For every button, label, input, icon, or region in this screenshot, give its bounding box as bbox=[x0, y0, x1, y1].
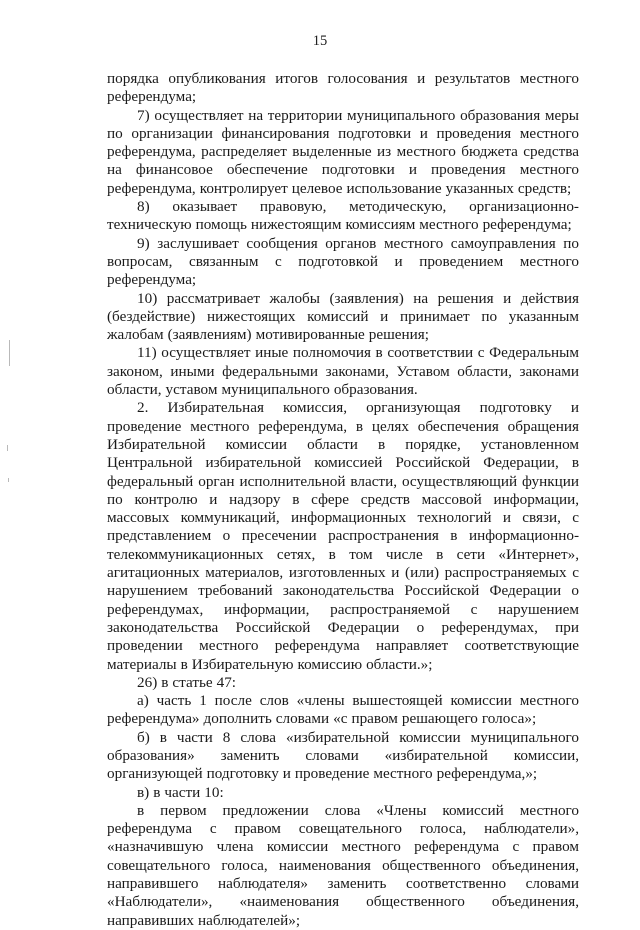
paragraph: 8) оказывает правовую, методическую, организационно-техническую помощь нижестоящим комиссиям местного референдума; bbox=[107, 198, 579, 234]
paragraph: б) в части 8 слова «избирательной комиссии муниципального образования» заменить словами «избирательной комиссии, организующей подготовку и проведение местного референдума,»; bbox=[107, 728, 579, 783]
paragraph: а) часть 1 после слов «члены вышестоящей комиссии местного референдума» дополнить словами «с правом решающего голоса»; bbox=[107, 692, 579, 728]
paragraph: в) в части 10: bbox=[137, 783, 224, 801]
document-body bbox=[107, 70, 579, 930]
page-number: 15 bbox=[312, 33, 328, 49]
scan-mark bbox=[8, 478, 9, 482]
paragraph: 10) рассматривает жалобы (заявления) на решения и действия (бездействие) нижестоящих комиссий и принимает по указанным жалобам (заявлениям) мотивированные решения; bbox=[107, 289, 579, 344]
paragraph: 26) в статье 47: bbox=[137, 673, 237, 691]
paragraph: 11) осуществляет иные полномочия в соответствии с Федеральным законом, иными федеральными законами, Уставом области, законами области, уставом муниципального образования. bbox=[107, 344, 579, 399]
paragraph: 7) осуществляет на территории муниципального образования меры по организации финансирования подготовки и проведения местного референдума, распределяет выделенные из местного бюджета средства на финансовое обеспечение подготовки и проведения местного референдума, контролирует целевое использование указанных средств; bbox=[107, 106, 579, 197]
paragraph: 2. Избирательная комиссия, организующая подготовку и проведение местного референдума, в целях обеспечения обращения Избирательной комиссии области в порядке, установленном Центральной избирательной комиссией Российской Федерации, в федеральный орган исполнительной власти, осуществляющий функции по контролю и надзору в сфере средств массовой информации, массовых коммуникаций, информационных технологий и связи, с представлением о пресечении распространения в информационно-телекоммуникационных сетях, в том числе в сети «Интернет», агитационных материалов, изготовленных и (или) распространяемых с нарушением требований законодательства Российской Федерации о референдумах, информации, распространяемой с нарушением законодательства Российской Федерации о референдумах, при проведении местного референдума направляет соответствующие материалы в Избирательную комиссию области.»; bbox=[107, 399, 579, 673]
scan-mark bbox=[9, 340, 10, 366]
paragraph: порядка опубликования итогов голосования и результатов местного референдума; bbox=[107, 70, 579, 106]
scan-mark bbox=[7, 445, 8, 451]
paragraph: в первом предложении слова «Члены комиссий местного референдума с правом совещательного голоса, наблюдатели», «назначившую члена комиссии местного референдума с правом совещательного голоса, наименования общественного объединения, направившего наблюдателя» заменить соответственно словами «Наблюдатели», «наименования общественного объединения, направивших наблюдателей»; bbox=[107, 801, 579, 929]
paragraph: 9) заслушивает сообщения органов местного самоуправления по вопросам, связанным с подготовкой и проведением местного референдума; bbox=[107, 234, 579, 289]
